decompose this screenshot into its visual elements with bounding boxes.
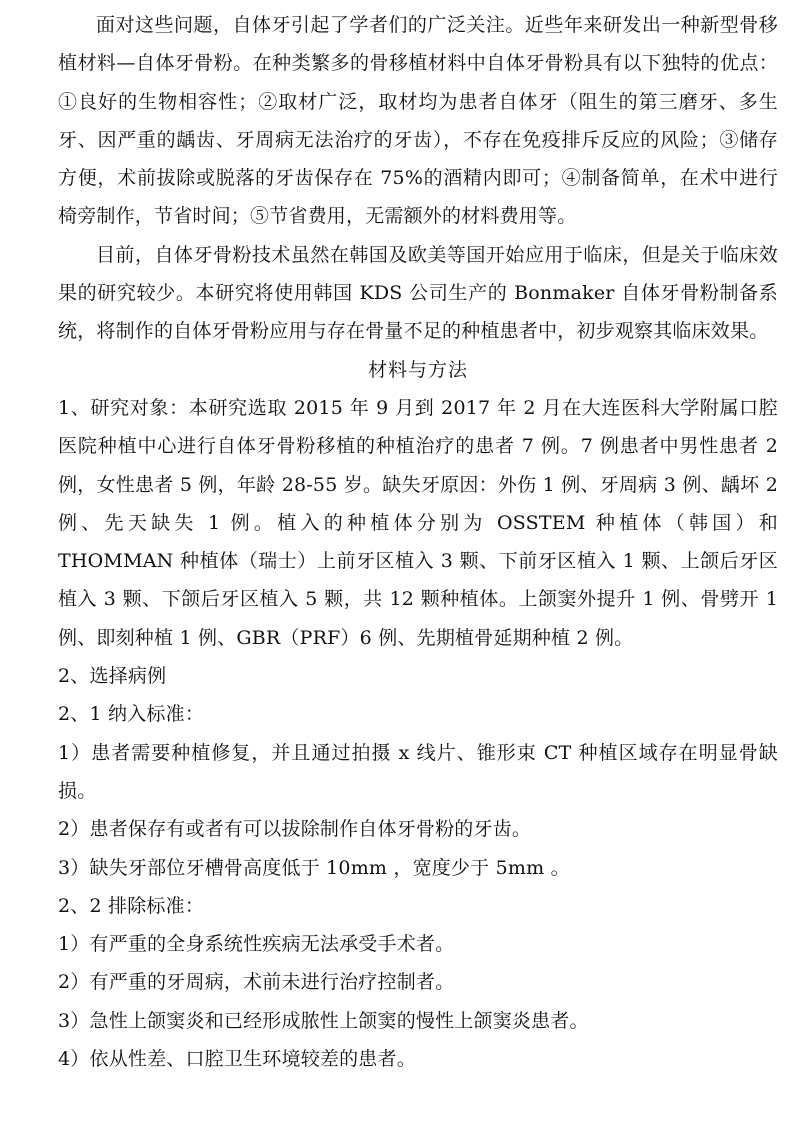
intro-paragraph-1: 面对这些问题，自体牙引起了学者们的广泛关注。近些年来研发出一种新型骨移植材料—自体牙骨粉。在种类繁多的骨移植材料中自体牙骨粉具有以下独特的优点：①良好的生物相容性；②取材广泛，取材均为患者自体牙（阻生的第三磨牙、多生牙、因严重的龋齿、牙周病无法治疗的牙齿），不存在免疫排斥反应的风险；③储存方便，术前拔除或脱落的牙齿保存在 75%的酒精内即可；④制备简单，在术中进行椅旁制作，节省时间；⑤节省费用，无需额外的材料费用等。 (58, 14, 778, 228)
exclusion-heading: 2、2 排除标准： (58, 894, 205, 917)
inclusion-item-1: 1）患者需要种植修复，并且通过拍摄 x 线片、锥形束 CT 种植区域存在明显骨缺损。 (58, 741, 778, 802)
selection-heading: 2、选择病例 (58, 665, 167, 688)
exclusion-item-2: 2）有严重的牙周病，术前未进行治疗控制者。 (58, 971, 455, 994)
exclusion-item-3: 3）急性上颌窦炎和已经形成脓性上颌窦的慢性上颌窦炎患者。 (58, 1009, 589, 1032)
document-page (58, 6, 778, 1078)
inclusion-item-3: 3）缺失牙部位牙槽骨高度低于 10mm ，宽度少于 5mm 。 (58, 856, 570, 879)
inclusion-heading: 2、1 纳入标准： (58, 703, 205, 726)
intro-paragraph-2: 目前，自体牙骨粉技术虽然在韩国及欧美等国开始应用于临床，但是关于临床效果的研究较少。本研究将使用韩国 KDS 公司生产的 Bonmaker 自体牙骨粉制备系统，将制作的自体牙骨粉应用与存在骨量不足的种植患者中，初步观察其临床效果。 (58, 243, 778, 343)
section-heading: 材料与方法 (367, 358, 468, 381)
exclusion-item-1: 1）有严重的全身系统性疾病无法承受手术者。 (58, 933, 455, 956)
exclusion-item-4: 4）依从性差、口腔卫生环境较差的患者。 (58, 1048, 416, 1071)
subject-paragraph: 1、研究对象：本研究选取 2015 年 9 月到 2017 年 2 月在大连医科大学附属口腔医院种植中心进行自体牙骨粉移植的种植治疗的患者 7 例。7 例患者中男性患者 2 例，女性患者 5 例，年龄 28-55 岁。缺失牙原因：外伤 1 例、牙周病 3 例、龋坏 2 例、先天缺失 1 例。植入的种植体分别为 OSSTEM 种植体（韩国）和 THOMMAN 种植体（瑞士）上前牙区植入 3 颗、下前牙区植入 1 颗、上颌后牙区植入 3 颗、下颌后牙区植入 5 颗，共 12 颗种植体。上颌窦外提升 1 例、骨劈开 1 例、即刻种植 1 例、GBR（PRF）6 例、先期植骨延期种植 2 例。 (58, 396, 778, 649)
inclusion-item-2: 2）患者保存有或者有可以拔除制作自体牙骨粉的牙齿。 (58, 818, 532, 841)
